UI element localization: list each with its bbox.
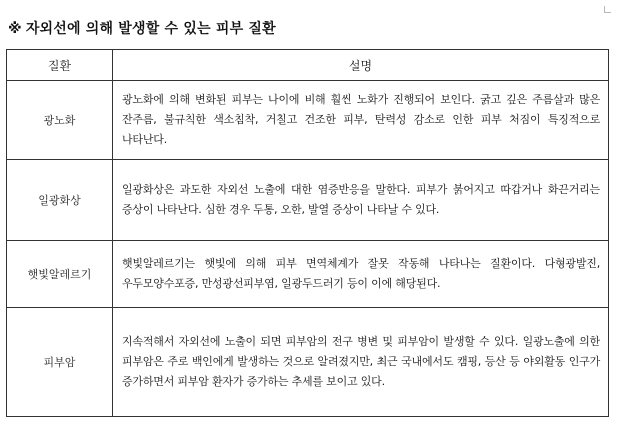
page-corner-mark	[604, 6, 611, 13]
header-description: 설명	[113, 50, 609, 81]
table-row	[7, 160, 609, 241]
disease-description-cell: 햇빛알레르기는 햇빛에 의해 피부 면역체계가 잘못 작동해 나타나는 질환이다. 다형광발진, 우두모양수포증, 만성광선피부염, 일광두드러기 등이 이에 해당된다.	[113, 241, 609, 308]
table-row	[7, 81, 609, 160]
disease-name-cell: 햇빛알레르기	[7, 241, 113, 308]
disease-name-cell: 피부암	[7, 308, 113, 417]
document-title	[8, 18, 276, 38]
disease-table	[6, 49, 609, 417]
disease-description-cell: 광노화에 의해 변화된 피부는 나이에 비해 훨씬 노화가 진행되어 보인다. 굵고 깊은 주름살과 많은 잔주름, 불규칙한 색소침착, 거칠고 건조한 피부, 탄력성 감소로 인한 피부 처짐이 특징적으로 나타난다.	[113, 81, 609, 160]
disease-name-cell: 광노화	[7, 81, 113, 160]
disease-description-cell: 지속적해서 자외선에 노출이 되면 피부암의 전구 병변 및 피부암이 발생할 수 있다. 일광노출에 의한 피부암은 주로 백인에게 발생하는 것으로 알려졌지만, 최근 국내에서도 캠핑, 등산 등 야외활동 인구가 증가하면서 피부암 환자가 증가하는 추세를 보이고 있다.	[113, 308, 609, 417]
disease-description-cell: 일광화상은 과도한 자외선 노출에 대한 염증반응을 말한다. 피부가 붉어지고 따갑거나 화끈거리는 증상이 나타난다. 심한 경우 두통, 오한, 발열 증상이 나타날 수 있다.	[113, 160, 609, 241]
table-header-row	[7, 50, 609, 81]
document-title-text: 자외선에 의해 발생할 수 있는 피부 질환	[25, 21, 276, 37]
disease-name-cell: 일광화상	[7, 160, 113, 241]
header-disease: 질환	[7, 50, 113, 81]
reference-mark: ※	[8, 21, 22, 37]
table-row	[7, 241, 609, 308]
table-row	[7, 308, 609, 417]
